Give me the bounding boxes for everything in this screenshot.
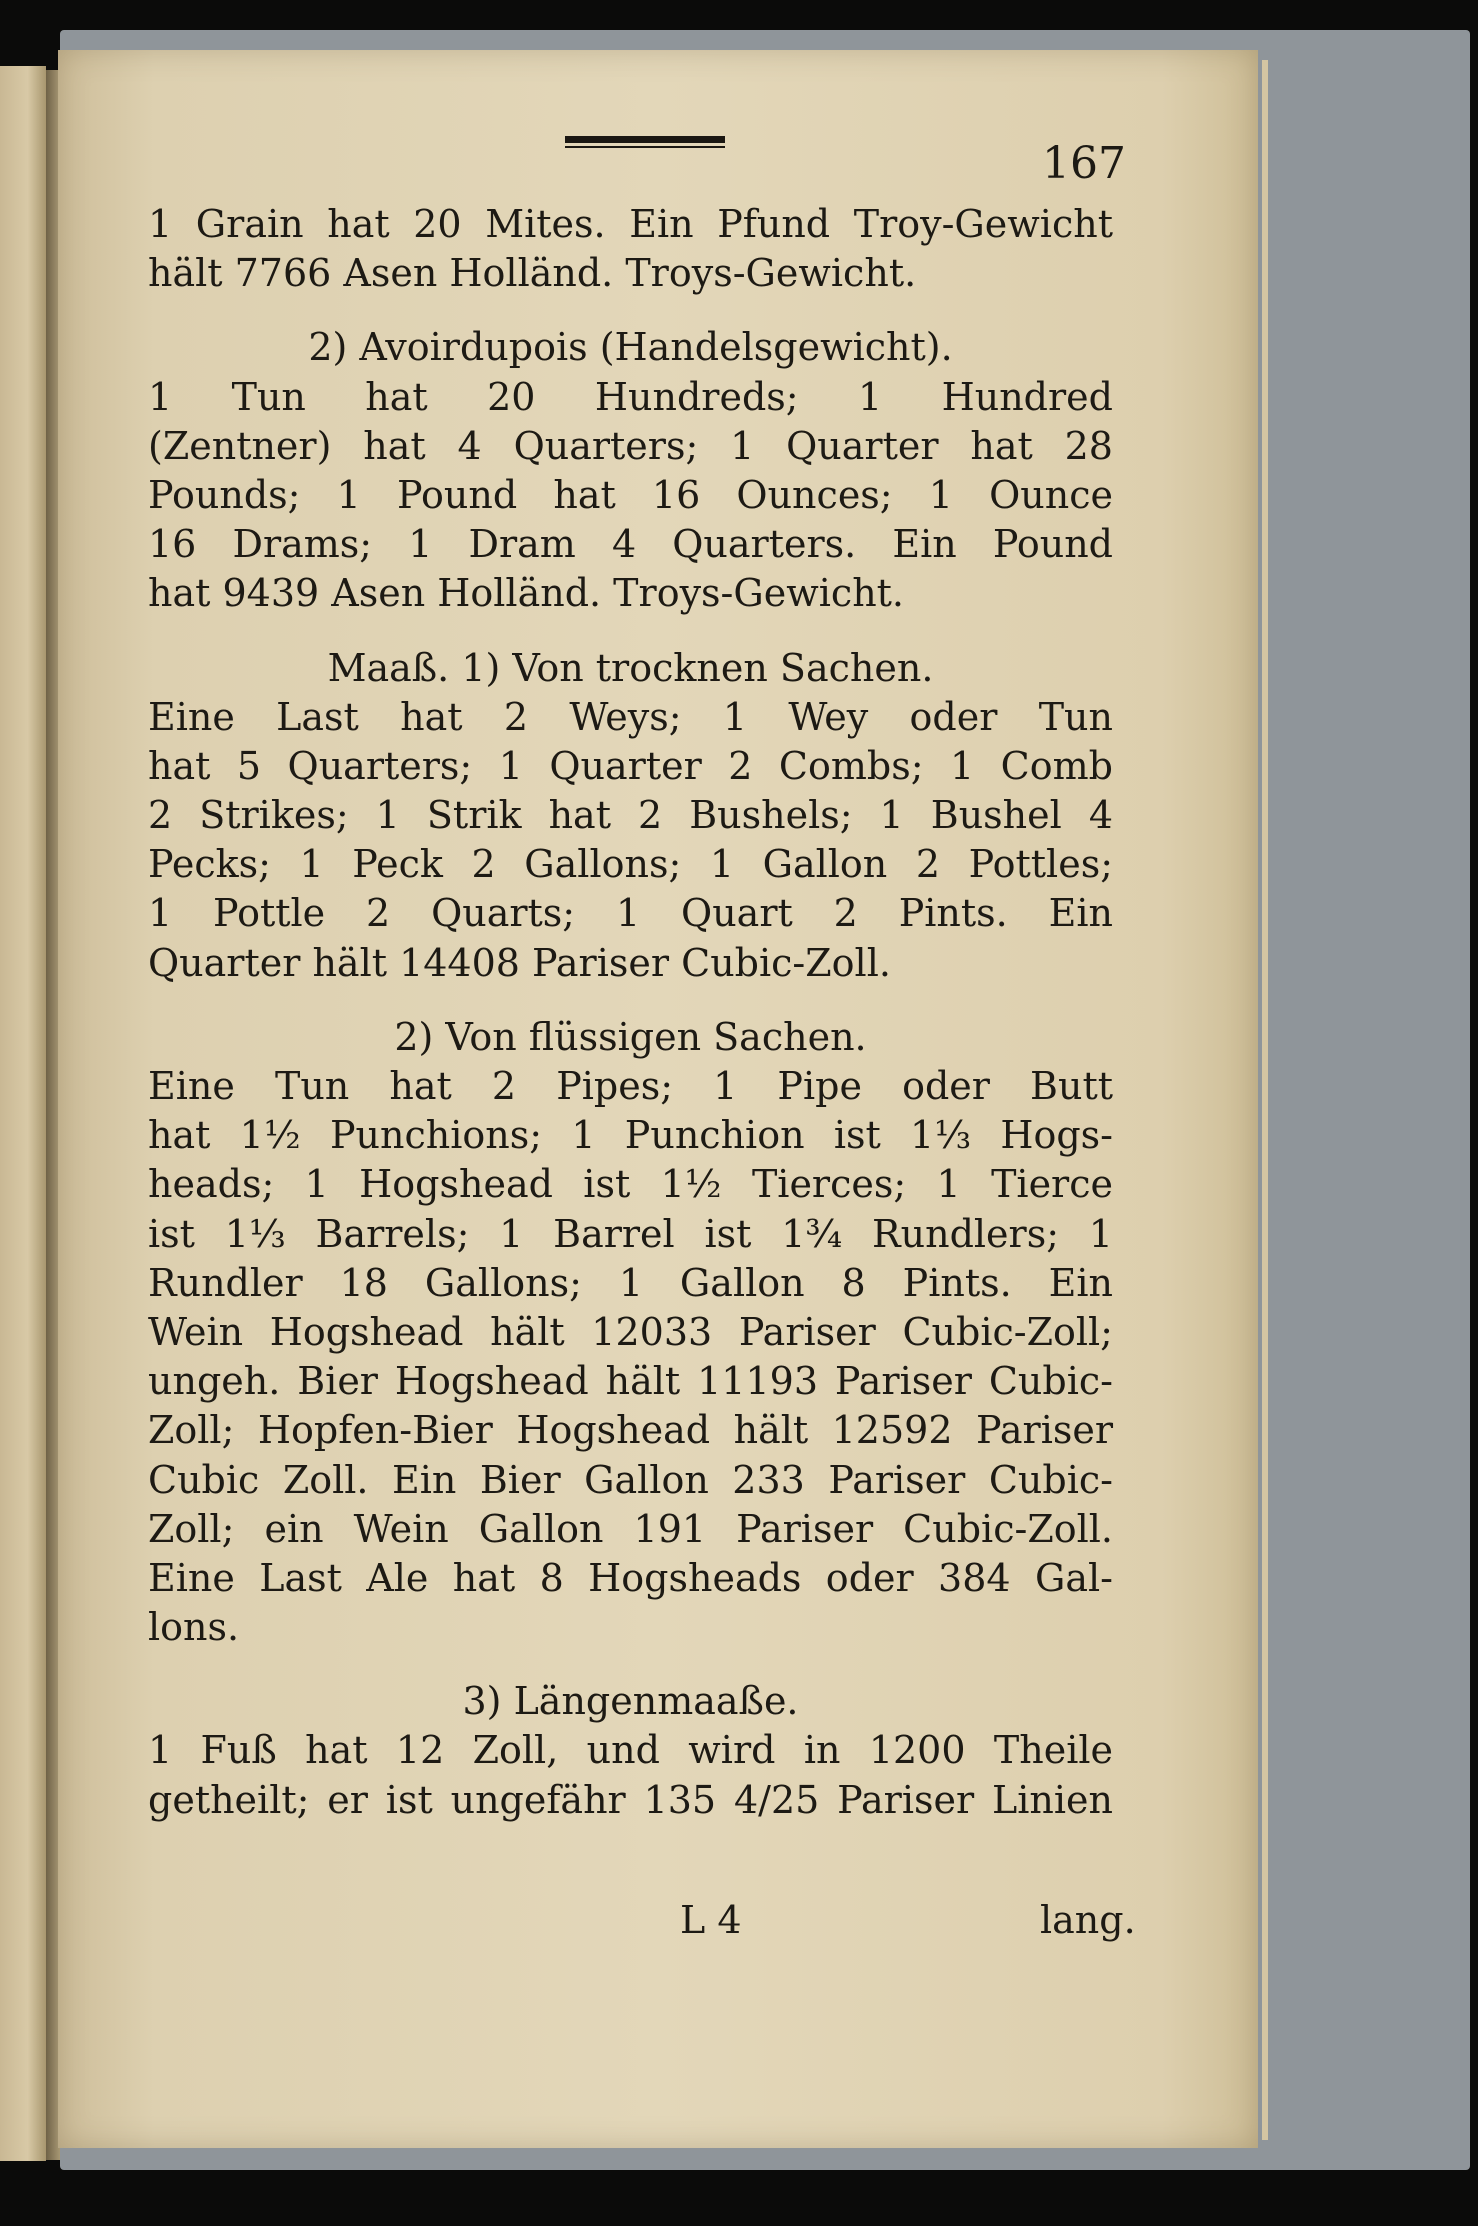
text-line: Wein Hogshead hält 12033 Pariser Cubic-Zoll; [148, 1309, 1113, 1354]
header-rule-thin [565, 146, 725, 148]
text-line: Eine Tun hat 2 Pipes; 1 Pipe oder Butt [148, 1064, 1113, 1108]
page-edge [1262, 60, 1268, 2140]
facing-page-edge [0, 66, 46, 2161]
body-text [148, 200, 1113, 1825]
text-line: hält 7766 Asen Holländ. Troys-Gewicht. [148, 251, 917, 296]
text-line: Pecks; 1 Peck 2 Gallons; 1 Gallon 2 Pottles; [148, 842, 1113, 887]
paragraph-gap [148, 298, 1113, 323]
section-heading: 3) Längenmaaße. [462, 1679, 799, 1724]
text-line: Eine Last Ale hat 8 Hogsheads oder 384 Gal- [148, 1555, 1113, 1600]
section-heading: 2) Von flüssigen Sachen. [394, 1014, 867, 1059]
text-line: hat 5 Quarters; 1 Quarter 2 Combs; 1 Comb [148, 743, 1113, 788]
text-line: hat 9439 Asen Holländ. Troys-Gewicht. [148, 571, 905, 616]
text-line: Rundler 18 Gallons; 1 Gallon 8 Pints. Ein [148, 1260, 1113, 1305]
text-line: 1 Tun hat 20 Hundreds; 1 Hundred [148, 374, 1113, 419]
catchword: lang. [1040, 1898, 1136, 1942]
text-line: 1 Grain hat 20 Mites. Ein Pfund Troy-Gewicht [148, 202, 1113, 246]
paragraph-gap [148, 619, 1113, 644]
text-line: Zoll; ein Wein Gallon 191 Pariser Cubic-Zoll. [148, 1506, 1113, 1551]
text-line: Quarter hält 14408 Pariser Cubic-Zoll. [148, 940, 891, 985]
section-heading: 2) Avoirdupois (Handelsgewicht). [308, 325, 953, 370]
text-line: ungeh. Bier Hogshead hält 11193 Pariser Cubic- [148, 1359, 1113, 1404]
text-line: Zoll; Hopfen-Bier Hogshead hält 12592 Pariser [148, 1408, 1113, 1453]
text-line: 1 Fuß hat 12 Zoll, und wird in 1200 Theile [148, 1728, 1113, 1773]
text-line: getheilt; er ist ungefähr 135 4/25 Pariser Linien [148, 1777, 1113, 1822]
text-line: 1 Pottle 2 Quarts; 1 Quart 2 Pints. Ein [148, 891, 1113, 936]
header-rule [565, 136, 725, 143]
section-heading: Maaß. 1) Von trocknen Sachen. [327, 645, 934, 690]
page-number: 167 [1042, 138, 1126, 189]
signature-mark: L 4 [680, 1898, 742, 1942]
text-line: 2 Strikes; 1 Strik hat 2 Bushels; 1 Bushel 4 [148, 793, 1113, 838]
text-line: heads; 1 Hogshead ist 1½ Tierces; 1 Tierce [148, 1162, 1113, 1207]
paragraph-gap [148, 1652, 1113, 1677]
text-line: Pounds; 1 Pound hat 16 Ounces; 1 Ounce [148, 472, 1113, 517]
paragraph-gap [148, 988, 1113, 1013]
text-line: lons. [148, 1605, 240, 1650]
text-line: 16 Drams; 1 Dram 4 Quarters. Ein Pound [148, 522, 1113, 567]
text-line: (Zentner) hat 4 Quarters; 1 Quarter hat 28 [148, 423, 1113, 468]
text-line: Cubic Zoll. Ein Bier Gallon 233 Pariser Cubic- [148, 1457, 1113, 1502]
text-line: Eine Last hat 2 Weys; 1 Wey oder Tun [148, 694, 1113, 739]
text-line: hat 1½ Punchions; 1 Punchion ist 1⅓ Hogs- [148, 1113, 1113, 1158]
text-line: ist 1⅓ Barrels; 1 Barrel ist 1¾ Rundlers; 1 [148, 1211, 1113, 1256]
